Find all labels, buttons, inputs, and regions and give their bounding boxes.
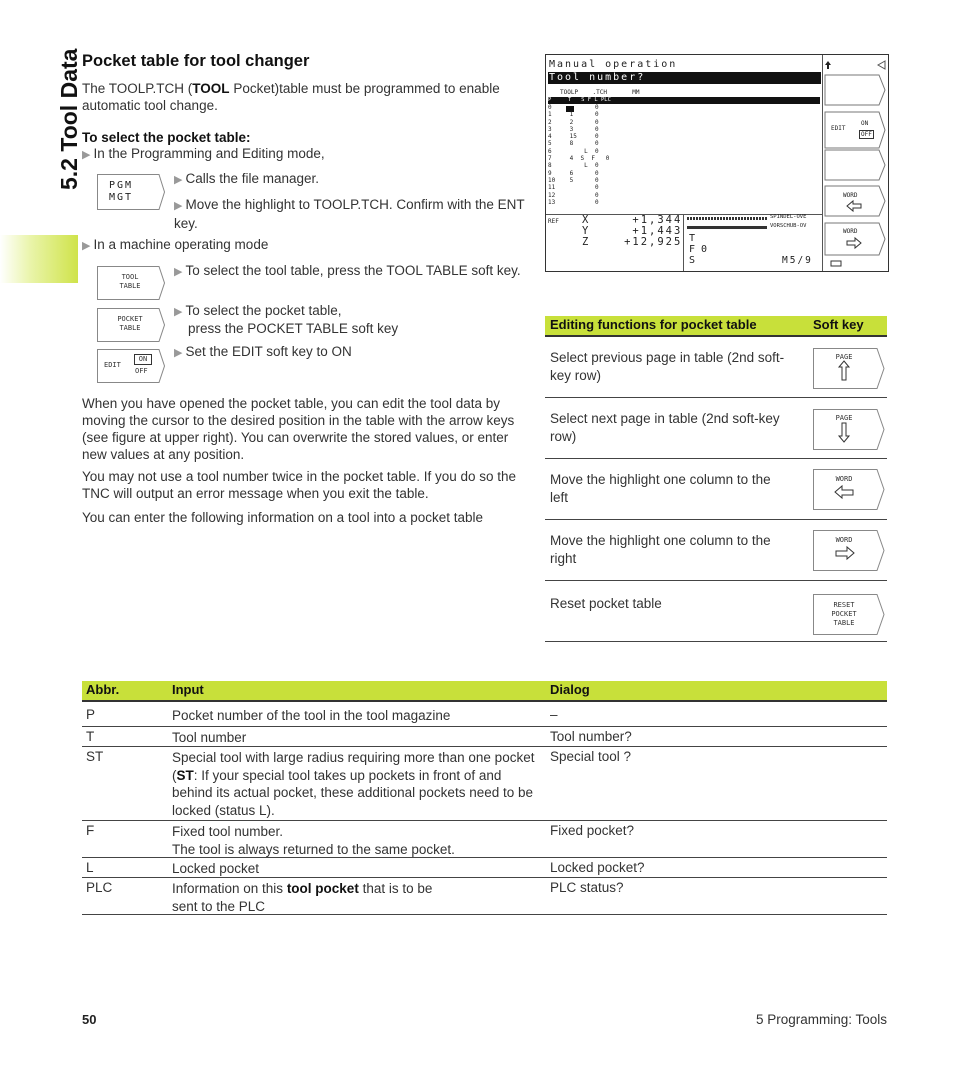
section-title: Pocket table for tool changer: [82, 52, 310, 70]
row-desc: Select previous page in table (2nd soft-key row): [550, 350, 785, 383]
screen-softkey-column: [822, 55, 889, 271]
reset-key-line2: POCKET: [831, 610, 857, 618]
info-table-header: [82, 681, 887, 702]
edit-key-label: EDIT: [104, 361, 121, 369]
screen-ref: REF: [548, 218, 559, 225]
screen-tfs: T F 0 S: [689, 233, 708, 266]
tool-table-key-line2: TABLE: [119, 282, 141, 290]
page-down-label: PAGE: [835, 414, 853, 422]
pocket-info-table: [82, 681, 887, 915]
step-pocket-table: ▶ To select the pocket table, press the POCKET TABLE soft key: [174, 303, 399, 336]
table-row: [545, 337, 887, 398]
feed-override-bar: [687, 226, 767, 229]
page-number: 50: [82, 1012, 97, 1027]
table-row: PLC Information on this tool pocket that is to be sent to the PLC PLC status?: [82, 878, 887, 915]
screen-axes: X +1,344 Y +1,443 Z +12,925: [582, 214, 683, 248]
step-arrow-icon: ▶: [174, 200, 183, 212]
pgm-mgt-key-line1: PGM: [109, 180, 134, 191]
step-tool-table: ▶ To select the tool table, press the TOOL TABLE soft key.: [174, 263, 521, 278]
spindle-override-bar: [687, 217, 767, 220]
word-left-label: WORD: [835, 475, 853, 483]
row-desc: Move the highlight one column to the right: [550, 533, 771, 566]
edit-key-off: OFF: [135, 367, 148, 375]
tnc-screen: [545, 54, 889, 272]
pgm-mgt-key[interactable]: [97, 174, 165, 210]
step-arrow-icon: ▶: [174, 266, 183, 278]
screen-edit-key: EDIT: [831, 125, 846, 132]
step-arrow-icon: ▶: [82, 149, 91, 161]
step-arrow-icon: ▶: [174, 347, 183, 359]
tool-table-key-line1: TOOL: [121, 273, 139, 281]
row-desc: Move the highlight one column to the left: [550, 472, 771, 505]
screen-word-left-key: WORD: [843, 192, 858, 199]
table-row: T Tool number Tool number?: [82, 727, 887, 747]
step-arrow-icon: ▶: [82, 240, 91, 252]
screen-edit-on: ON: [861, 120, 869, 127]
screen-file-line: TOOLP .TCH MM: [560, 89, 640, 96]
page-up-label: PAGE: [835, 353, 853, 361]
step-programming: ▶ In the Programming and Editing mode,: [82, 146, 325, 161]
screen-word-right-key: WORD: [843, 228, 858, 235]
table-row: L Locked pocket Locked pocket?: [82, 858, 887, 878]
table-row: [545, 398, 887, 459]
table-row: [545, 459, 887, 520]
pocket-table-softkey[interactable]: [97, 308, 165, 342]
edit-softkey[interactable]: [97, 349, 165, 383]
screen-status-area: [683, 214, 823, 271]
editing-col-softkey: Soft key: [813, 317, 864, 332]
editing-col-function: Editing functions for pocket table: [550, 317, 757, 332]
page-up-softkey[interactable]: [813, 348, 879, 388]
chapter-tab-label: 5.2 Tool Data: [56, 48, 82, 190]
editing-table-header: [545, 316, 887, 337]
editing-functions-table: [545, 316, 887, 642]
screen-table-rows: 0 0 1 1 0 2 2 0 3 3 0 4 15 0 5 8 0 6 L 0 7 4 S F 0 8 L 0 9 6 0 10 5 0 11 0 12 0 13 0: [548, 104, 610, 206]
step-arrow-icon: ▶: [174, 174, 183, 186]
col-input: Input: [172, 682, 204, 697]
reset-key-line3: TABLE: [833, 619, 855, 627]
step-highlight: ▶ Move the highlight to TOOLP.TCH. Confirm with the ENT key.: [174, 197, 525, 231]
word-right-softkey[interactable]: [813, 530, 879, 570]
screen-prompt: Tool number?: [548, 72, 821, 84]
chapter-marker: [0, 235, 78, 283]
pocket-table-key-line1: POCKET: [117, 315, 143, 323]
table-row: [545, 581, 887, 642]
table-row: F Fixed tool number. The tool is always returned to the same pocket. Fixed pocket?: [82, 821, 887, 858]
screen-edit-off: OFF: [861, 131, 872, 138]
step-file-manager: ▶ Calls the file manager.: [174, 171, 320, 186]
row-desc: Reset pocket table: [550, 596, 662, 611]
reset-pocket-table-softkey[interactable]: [813, 594, 879, 634]
pgm-mgt-key-line2: MGT: [109, 192, 134, 203]
screen-mode: Manual operation: [549, 59, 678, 70]
para-enter-info: You can enter the following information on a tool into a pocket table: [82, 510, 484, 525]
select-heading: To select the pocket table:: [82, 130, 251, 145]
chapter-tab: [32, 40, 82, 240]
tool-table-softkey[interactable]: [97, 266, 165, 300]
page-down-softkey[interactable]: [813, 409, 879, 449]
reset-key-line1: RESET: [833, 601, 855, 609]
screen-m-function: M5/9: [782, 255, 813, 266]
para-open-table: When you have opened the pocket table, you can edit the tool data by moving the cursor to the desired position in the table with the arrow keys (see figure at upper right). You can overwrite the stored values, or enter new values at any position.: [82, 396, 515, 462]
para-duplicate-tool: You may not use a tool number twice in the pocket table. If you do so the TNC will output an error message when you exit the table.: [82, 469, 517, 501]
intro-paragraph: The TOOLP.TCH (TOOL Pocket)table must be programmed to enable automatic tool change.: [82, 81, 500, 113]
spindle-label: SPINDEL-OVE: [770, 214, 807, 220]
col-dialog: Dialog: [550, 682, 590, 697]
row-desc: Select next page in table (2nd soft-key row): [550, 411, 780, 444]
word-left-softkey[interactable]: [813, 469, 879, 509]
edit-key-on: ON: [134, 354, 152, 365]
pocket-table-key-line2: TABLE: [119, 324, 141, 332]
feed-label: VORSCHUB-OV: [770, 223, 807, 229]
table-row: P Pocket number of the tool in the tool magazine –: [82, 707, 887, 727]
word-right-label: WORD: [835, 536, 853, 544]
step-arrow-icon: ▶: [174, 306, 183, 318]
table-row: [545, 520, 887, 581]
step-edit: ▶ Set the EDIT soft key to ON: [174, 344, 352, 359]
step-machine-mode: ▶ In a machine operating mode: [82, 237, 269, 252]
footer-chapter: 5 Programming: Tools: [755, 1012, 887, 1027]
screen-column-header: P T S F L PLC: [548, 97, 820, 104]
col-abbr: Abbr.: [86, 682, 120, 697]
table-row: ST Special tool with large radius requiring more than one pocket (ST: If your special tool takes up pockets in front of and behind its actual pocket, these additional pockets need to be locked (status L). Special tool ?: [82, 747, 887, 821]
